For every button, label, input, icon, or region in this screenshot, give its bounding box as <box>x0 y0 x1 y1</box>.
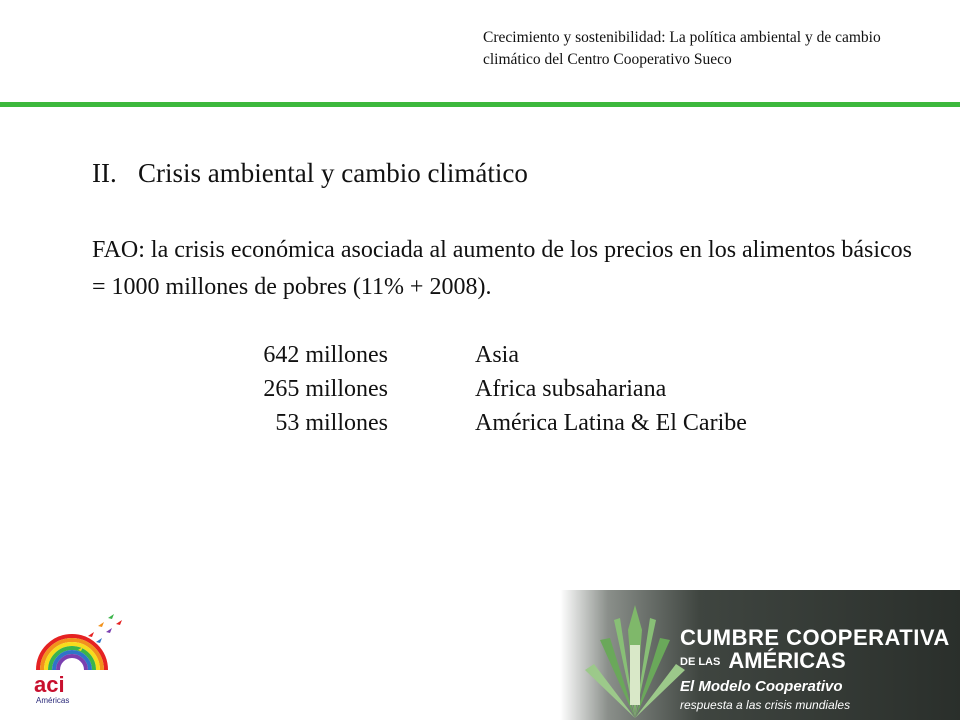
stat-count: 53 millones <box>275 410 388 436</box>
stat-region: Asia <box>475 342 519 368</box>
section-number: II. <box>92 158 117 188</box>
banner-text <box>680 626 950 713</box>
banner-title: CUMBRE COOPERATIVA <box>680 625 950 650</box>
agave-plant-emblem-icon <box>580 600 690 720</box>
banner-tagline: El Modelo Cooperativo <box>680 678 843 696</box>
stat-region: América Latina & El Caribe <box>475 410 747 436</box>
banner-caption: respuesta a las crisis mundiales <box>680 698 851 713</box>
stat-row-latam <box>0 406 960 440</box>
stat-row-africa <box>0 372 960 406</box>
fao-paragraph: FAO: la crisis económica asociada al aumento de los precios en los alimentos básicos = 1000 millones de pobres (11% + 2008). <box>92 237 912 300</box>
presentation-header: Crecimiento y sostenibilidad: La política ambiental y de cambio climático del Centro Cooperativo Sueco <box>483 29 881 68</box>
header-divider <box>0 102 960 107</box>
banner-subtitle-prefix: DE LAS <box>680 656 721 669</box>
section-title-text: Crisis ambiental y cambio climático <box>138 158 528 188</box>
banner-subtitle <box>680 650 950 673</box>
aci-rainbow-doves-logo-icon <box>28 608 128 708</box>
section-title <box>92 155 528 191</box>
stat-row-asia <box>0 338 960 372</box>
logo-subtext: Américas <box>36 696 70 705</box>
stat-count: 265 millones <box>263 376 388 402</box>
cumbre-cooperativa-banner <box>560 590 960 720</box>
logo-text: aci <box>34 672 65 697</box>
banner-subtitle-main: AMÉRICAS <box>728 648 846 673</box>
stat-count: 642 millones <box>263 342 388 368</box>
poverty-stats-list <box>0 338 960 440</box>
stat-region: Africa subsahariana <box>475 376 667 402</box>
